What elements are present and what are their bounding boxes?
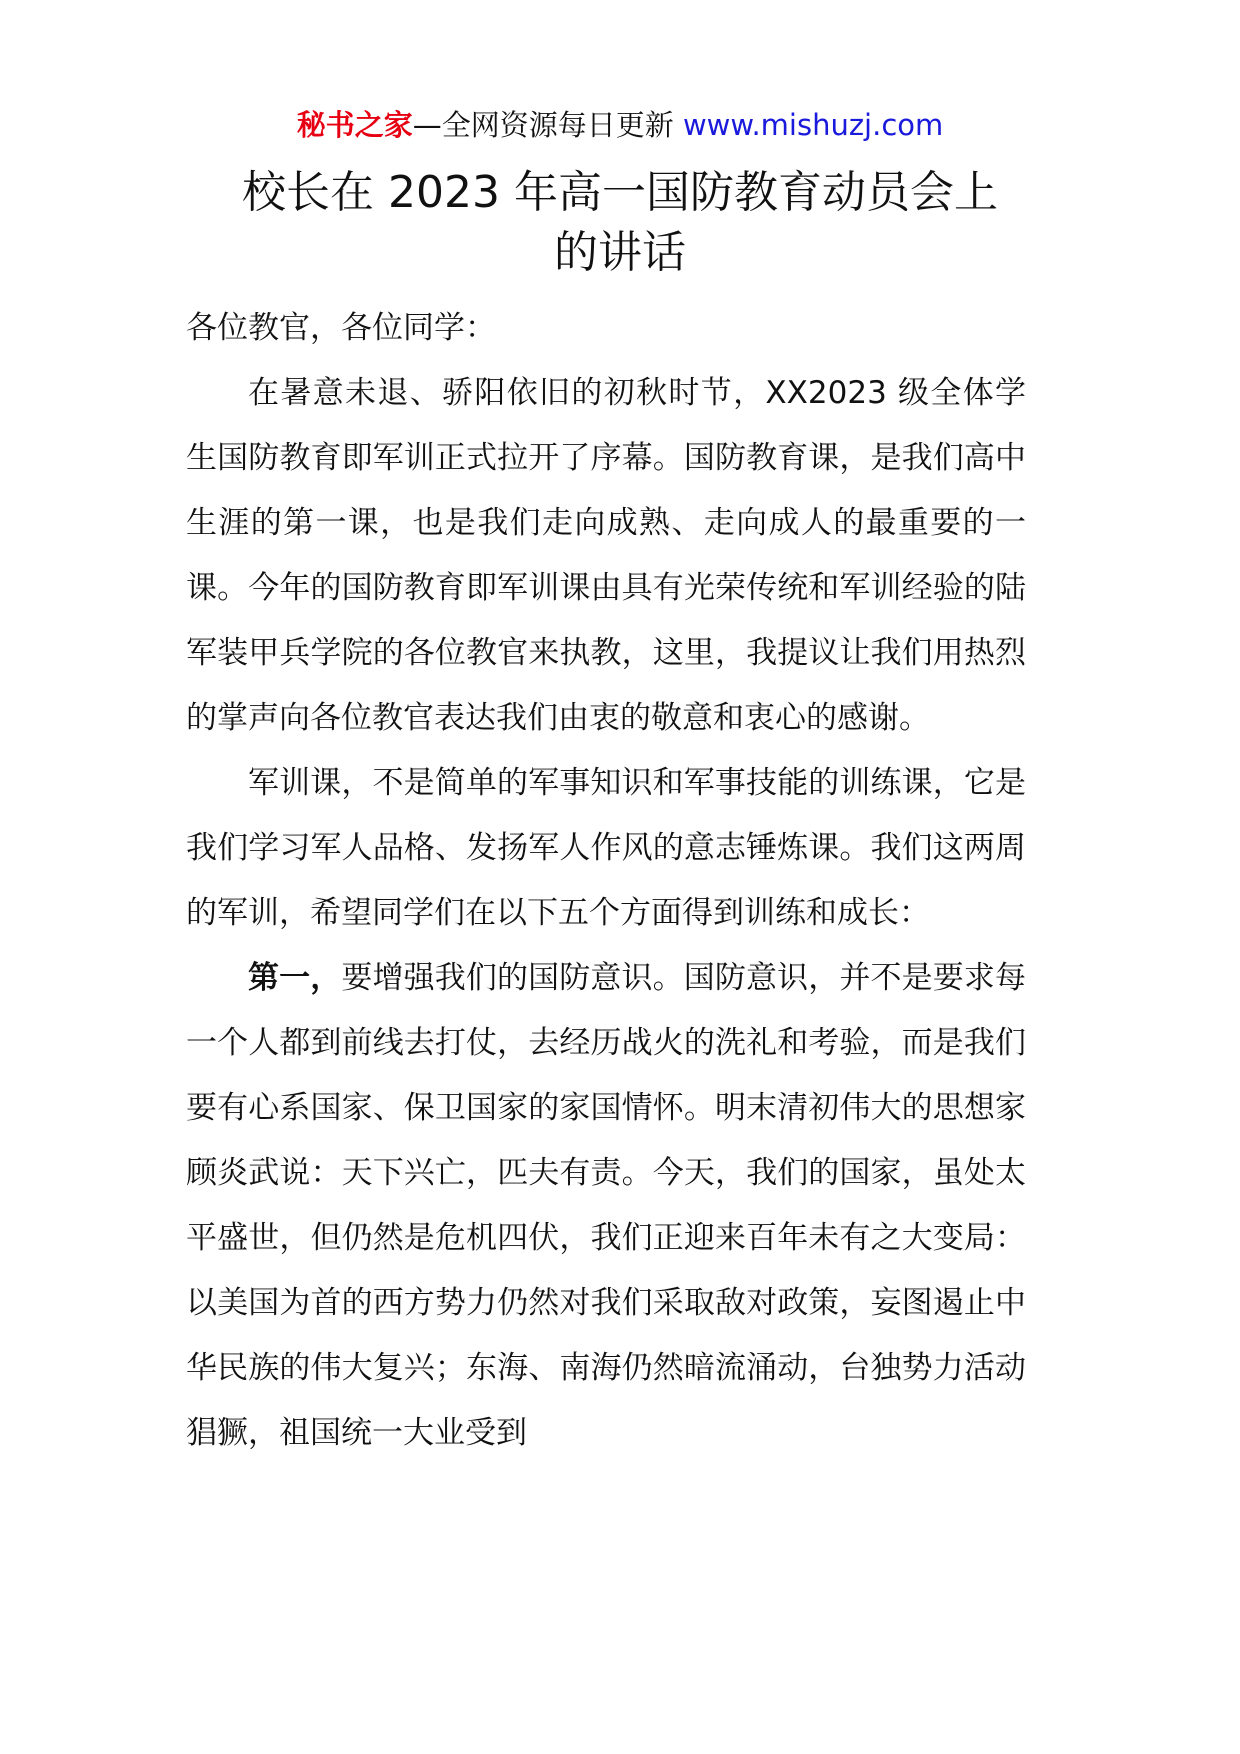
site-header xyxy=(0,100,1240,150)
salutation: 各位教官，各位同学： xyxy=(186,310,496,346)
document-body xyxy=(186,296,1026,1466)
title-line-2: 的讲话 xyxy=(554,227,686,278)
paragraph-3-body: 要增强我们的国防意识。国防意识，并不是要求每一个人都到前线去打仗，去经历战火的洗礼和考验，而是我们要有心系国家、保卫国家的家国情怀。明末清初伟大的思想家顾炎武说：天下兴亡，匹夫有责。今天，我们的国家，虽处太平盛世，但仍然是危机四伏，我们正迎来百年未有之大变局：以美国为首的西方势力仍然对我们采取敌对政策，妄图遏止中华民族的伟大复兴；东海、南海仍然暗流涌动，台独势力活动猖獗，祖国统一大业受到 xyxy=(186,960,1026,1451)
paragraph-2: 军训课，不是简单的军事知识和军事技能的训练课，它是我们学习军人品格、发扬军人作风的意志锤炼课。我们这两周的军训，希望同学们在以下五个方面得到训练和成长： xyxy=(186,765,1026,931)
paragraph-3 xyxy=(186,946,1026,1466)
document-title xyxy=(210,163,1030,283)
title-line-1: 校长在 2023 年高一国防教育动员会上 xyxy=(242,167,998,218)
site-slogan: —全网资源每日更新 xyxy=(412,108,683,142)
brand-name: 秘书之家 xyxy=(296,108,413,142)
paragraph-3-lead: 第一， xyxy=(248,960,342,996)
paragraph-1: 在暑意未退、骄阳依旧的初秋时节，XX2023 级全体学生国防教育即军训正式拉开了序幕。国防教育课，是我们高中生涯的第一课，也是我们走向成熟、走向成人的最重要的一课。今年的国防教育即军训课由具有光荣传统和军训经验的陆军装甲兵学院的各位教官来执教，这里，我提议让我们用热烈的掌声向各位教官表达我们由衷的敬意和衷心的感谢。 xyxy=(186,375,1026,736)
site-url-link[interactable]: www.mishuzj.com xyxy=(682,108,944,142)
